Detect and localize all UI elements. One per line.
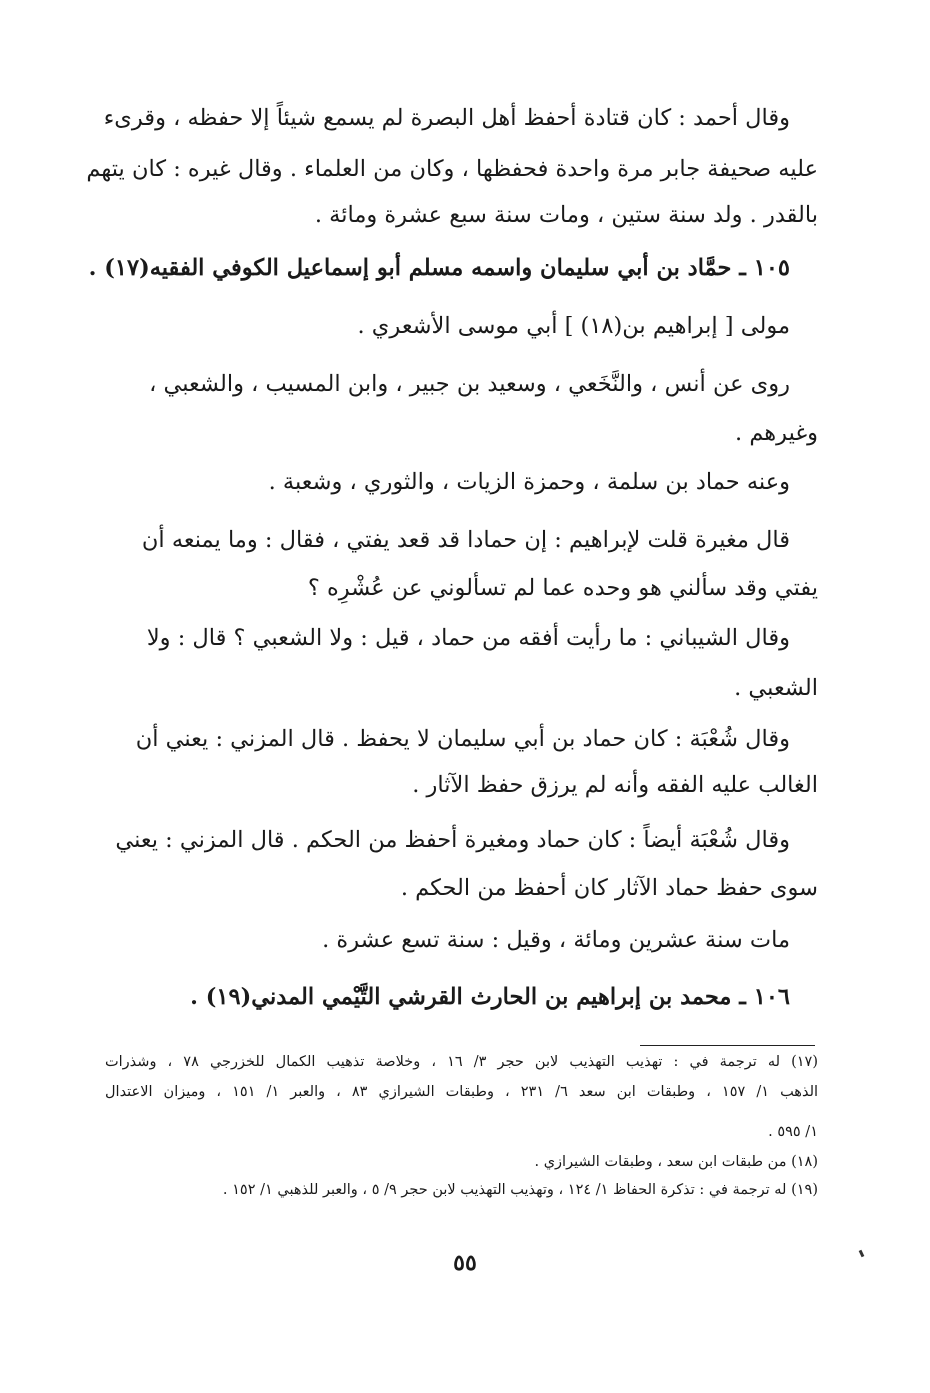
body-line: روى عن أنس ، والنَّخَعي ، وسعيد بن جبير ، وابن المسيب ، والشعبي ، [149, 371, 790, 397]
body-line: عليه صحيفة جابر مرة واحدة فحفظها ، وكان من العلماء . وقال غيره : كان يتهم [86, 156, 818, 182]
body-line: يفتي وقد سألني هو وحده عما لم تسألوني عن عُشْرِه ؟ [307, 575, 818, 601]
body-line: مات سنة عشرين ومائة ، وقيل : سنة تسع عشرة . [322, 927, 790, 953]
footnote-line: ١/ ٥٩٥ . [768, 1124, 818, 1140]
footnote-line: (١٧) له ترجمة في : تهذيب التهذيب لابن حجر ٣/ ١٦ ، وخلاصة تذهيب الكمال للخزرجي ٧٨ ، وشذرات [105, 1054, 818, 1070]
entry-heading: ١٠٥ ـ حمَّاد بن أبي سليمان واسمه مسلم أبو إسماعيل الكوفي الفقيه(١٧) . [88, 255, 790, 281]
page-number: ٥٥ [453, 1250, 477, 1276]
footnote-line: (١٩) له ترجمة في : تذكرة الحفاظ ١/ ١٢٤ ، وتهذيب التهذيب لابن حجر ٩/ ٥ ، والعبر للذهبي ١/ ١٥٢ . [222, 1182, 818, 1198]
body-line: سوى حفظ حماد الآثار كان أحفظ من الحكم . [400, 875, 818, 901]
body-line: وقال الشيباني : ما رأيت أفقه من حماد ، قيل : ولا الشعبي ؟ قال : ولا [146, 625, 790, 651]
body-line: مولى [ إبراهيم بن(١٨) ] أبي موسى الأشعري . [357, 313, 790, 339]
body-line: بالقدر . ولد سنة ستين ، ومات سنة سبع عشرة ومائة . [314, 202, 818, 228]
footnote-separator [640, 1045, 815, 1046]
body-line: وقال شُعْبَة أيضاً : كان حماد ومغيرة أحفظ من الحكم . قال المزني : يعني [115, 827, 790, 853]
body-line: الغالب عليه الفقه وأنه لم يرزق حفظ الآثار . [412, 772, 818, 798]
footnote-line: الذهب ١/ ١٥٧ ، وطبقات ابن سعد ٦/ ٢٣١ ، وطبقات الشيرازي ٨٣ ، والعبر ١/ ١٥١ ، وميزان الاعتدال [105, 1084, 819, 1100]
body-line: الشعبي . [734, 675, 818, 701]
body-line: وقال شُعْبَة : كان حماد بن أبي سليمان لا يحفظ . قال المزني : يعني أن [135, 726, 790, 752]
entry-heading: ١٠٦ ـ محمد بن إبراهيم بن الحارث القرشي التَّيْمي المدني(١٩) . [190, 984, 790, 1010]
body-line: وغيرهم . [735, 420, 818, 446]
footnote-line: (١٨) من طبقات ابن سعد ، وطبقات الشيرازي . [534, 1154, 818, 1170]
body-line: قال مغيرة قلت لإبراهيم : إن حمادا قد قعد يفتي ، فقال : وما يمنعه أن [141, 527, 790, 553]
body-line: وعنه حماد بن سلمة ، وحمزة الزيات ، والثوري ، وشعبة . [268, 469, 790, 495]
body-line: وقال أحمد : كان قتادة أحفظ أهل البصرة لم يسمع شيئاً إلا حفظه ، وقرىء [103, 105, 790, 131]
